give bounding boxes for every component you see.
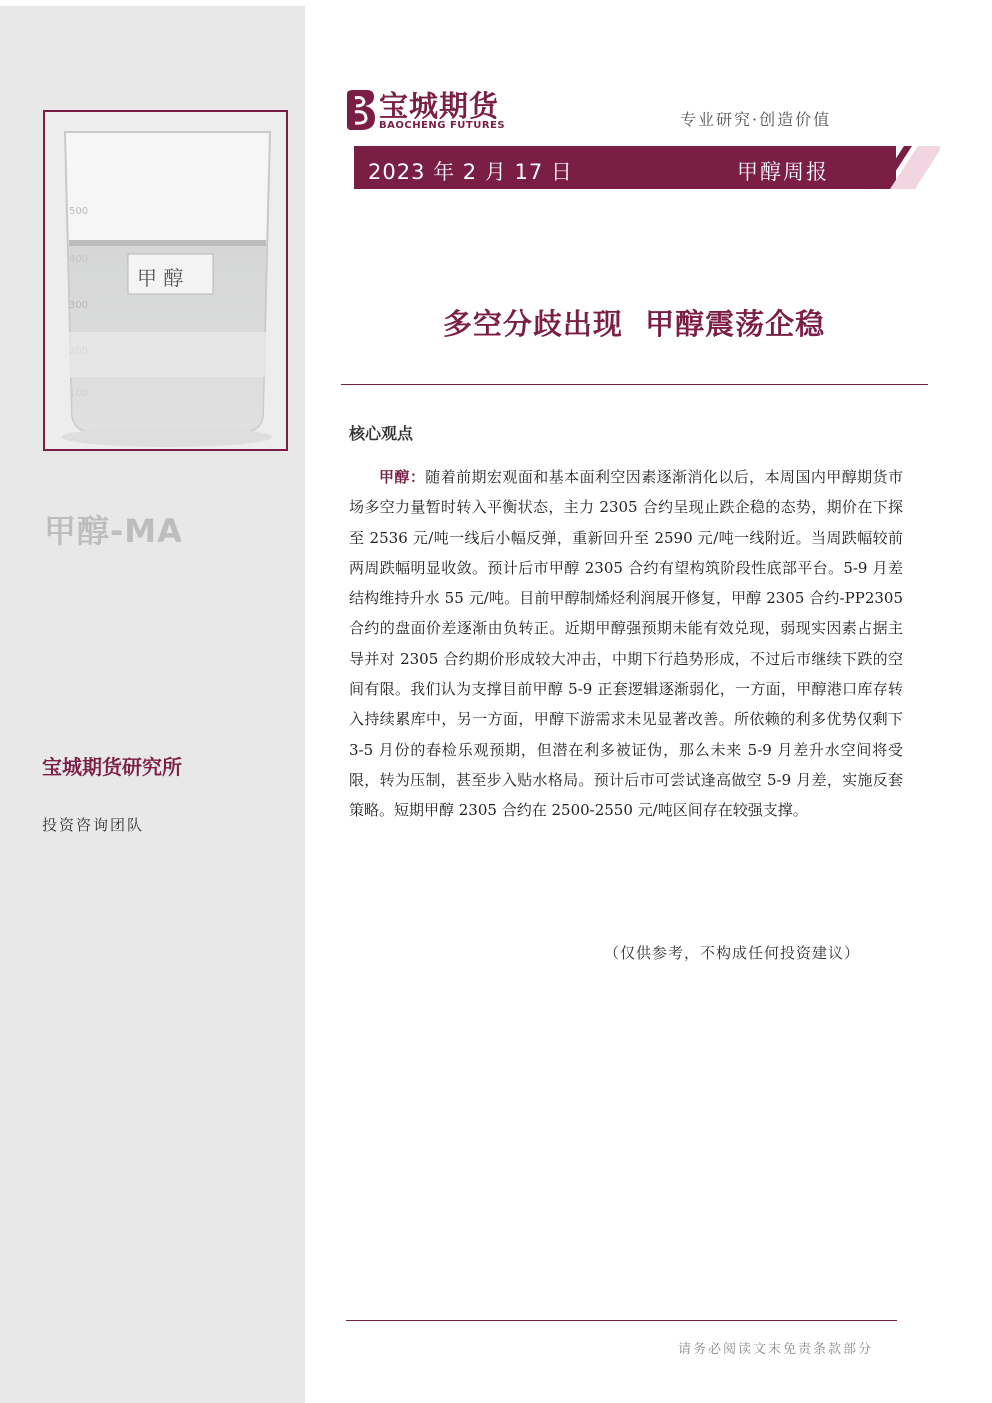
methanol-beaker-photo	[43, 110, 288, 451]
disclaimer: （仅供参考，不构成任何投资建议）	[604, 944, 861, 962]
report-title: 多空分歧出现 甲醇震荡企稳	[442, 307, 826, 341]
paragraph-lead: 甲醇：	[379, 468, 426, 486]
beaker-mark-200: 200	[69, 346, 89, 357]
beaker-mark-400: 400	[69, 254, 89, 265]
logo-emblem-icon	[343, 88, 377, 132]
beaker-mark-500: 500	[69, 206, 89, 217]
slogan: 专业研究·创造价值	[680, 110, 832, 129]
footer-note: 请务必阅读文末免责条款部分	[678, 1342, 874, 1357]
footer-divider	[346, 1320, 897, 1321]
logo-chinese-name: 宝城期货	[379, 89, 500, 123]
report-type: 甲醇周报	[737, 160, 829, 184]
title-divider	[341, 384, 928, 385]
core-view-paragraph	[349, 462, 903, 826]
beaker-mark-300: 300	[69, 300, 89, 311]
beaker-label: 甲 醇	[137, 266, 184, 290]
research-institute-name: 宝城期货研究所	[42, 755, 182, 779]
paragraph-body: 随着前期宏观面和基本面利空因素逐渐消化以后，本周国内甲醇期货市场多空力量暂时转入平衡状态，主力 2305 合约呈现止跌企稳的态势，期价在下探至 2536 元/吨一线后小幅反弹，重新回升至 2590 元/吨一线附近。当周跌幅较前两周跌幅明显收敛。预计后市甲醇 2305 合约有望构筑阶段性底部平台。5-9 月差结构维持升水 55 元/吨。目前甲醇制烯烃利润展开修复，甲醇 2305 合约-PP2305 合约的盘面价差逐渐由负转正。近期甲醇强预期未能有效兑现，弱现实因素占据主导并对 2305 合约期价形成较大冲击，中期下行趋势形成，不过后市继续下跌的空间有限。我们认为支撑目前甲醇 5-9 正套逻辑逐渐弱化，一方面，甲醇港口库存转入持续累库中，另一方面，甲醇下游需求未见显著改善。所依赖的利多优势仅剩下 3-5 月份的春检乐观预期，但潜在利多被证伪，那么未来 5-9 月差升水空间将受限，转为压制，甚至步入贴水格局。预计后市可尝试逢高做空 5-9 月差，实施反套策略。短期甲醇 2305 合约在 2500-2550 元/吨区间存在较强支撑。	[349, 468, 903, 820]
team-name: 投资咨询团队	[42, 816, 145, 834]
report-date: 2023 年 2 月 17 日	[368, 160, 573, 184]
sidebar	[0, 6, 305, 1403]
company-logo	[343, 86, 513, 136]
beaker-mark-100: 100	[69, 388, 89, 399]
product-code: 甲醇-MA	[44, 512, 183, 550]
section-heading: 核心观点	[349, 424, 414, 443]
banner-stripe-decoration	[860, 146, 940, 189]
logo-english-name: BAOCHENG FUTURES	[379, 120, 506, 131]
